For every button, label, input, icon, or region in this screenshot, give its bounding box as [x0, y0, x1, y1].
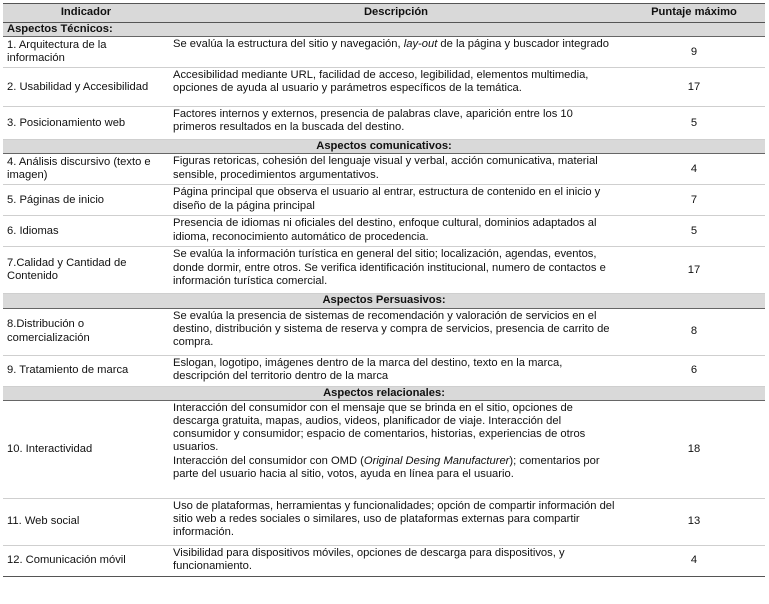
row-score: 13 [623, 498, 765, 545]
row-score: 5 [623, 107, 765, 140]
section-title-persuasivos: Aspectos Persuasivos: [3, 294, 765, 308]
section-row [3, 386, 765, 400]
row-score: 4 [623, 545, 765, 576]
row-description: Se evalúa la información turística en general del sitio; localización, agendas, eventos, donde dormir, entre otros. Se verifica identificación institucional, numero de contactos e información turística comercial. [169, 247, 623, 294]
section-title-comunicativos: Aspectos comunicativos: [3, 140, 765, 154]
row-description: Página principal que observa el usuario al entrar, estructura de contenido en el inicio y diseño de la página principal [169, 185, 623, 216]
row-score: 17 [623, 68, 765, 107]
row-indicator: 8.Distribución o comercialización [3, 308, 169, 355]
row-indicator: 6. Idiomas [3, 216, 169, 247]
table-row [3, 37, 765, 68]
header-score: Puntaje máximo [623, 4, 765, 23]
row-indicator: 9. Tratamiento de marca [3, 355, 169, 386]
row-description: Se evalúa la presencia de sistemas de recomendación y valoración de servicios en el destino, distribución y sistema de reserva y compra de servicios, presencia de carrito de compra. [169, 308, 623, 355]
section-title-tecnicos: Aspectos Técnicos: [3, 23, 765, 37]
row-indicator: 7.Calidad y Cantidad de Contenido [3, 247, 169, 294]
row-description: Uso de plataformas, herramientas y funcionalidades; opción de compartir información del sitio web a redes sociales o similares, uso de plataformas externas para compartir información. [169, 498, 623, 545]
table-row [3, 355, 765, 386]
table-row [3, 107, 765, 140]
row-indicator: 3. Posicionamiento web [3, 107, 169, 140]
row-indicator: 12. Comunicación móvil [3, 545, 169, 576]
section-row [3, 23, 765, 37]
table-row [3, 545, 765, 576]
table-row [3, 154, 765, 185]
row-score: 9 [623, 37, 765, 68]
row-description: Presencia de idiomas ni oficiales del destino, enfoque cultural, dominios adaptados al idioma, reconocimiento automático de procedencia. [169, 216, 623, 247]
row-description: Factores internos y externos, presencia de palabras clave, aparición entre los 10 primeros resultados en la buscada del destino. [169, 107, 623, 140]
row-description: Figuras retoricas, cohesión del lenguaje visual y verbal, acción comunicativa, material sensible, procedimientos argumentativos. [169, 154, 623, 185]
header-indicator: Indicador [3, 4, 169, 23]
row-indicator: 11. Web social [3, 498, 169, 545]
table-row [3, 68, 765, 107]
section-title-relacionales: Aspectos relacionales: [3, 386, 765, 400]
row-score: 4 [623, 154, 765, 185]
header-description: Descripción [169, 4, 623, 23]
indicators-table [3, 3, 765, 577]
section-row [3, 294, 765, 308]
row-score: 17 [623, 247, 765, 294]
table-row [3, 308, 765, 355]
row-description: Interacción del consumidor con el mensaje que se brinda en el sitio, opciones de descarga gratuita, mapas, audios, videos, planificador de viaje. Interacción del consumidor y consumidor; espacio de comentarios, historias, experiencias de otros usuarios. Interacción del consumidor con OMD (Original Desing Manufacturer); comentarios por parte del usuario hacia al sitio, votos, ayuda en línea para el usuario. [169, 400, 623, 498]
row-description: Accesibilidad mediante URL, facilidad de acceso, legibilidad, elementos multimedia, opciones de ayuda al usuario y parámetros específicos de la temática. [169, 68, 623, 107]
row-score: 7 [623, 185, 765, 216]
row-indicator: 4. Análisis discursivo (texto e imagen) [3, 154, 169, 185]
row-description: Visibilidad para dispositivos móviles, opciones de descarga para dispositivos, y funcionamiento. [169, 545, 623, 576]
row-indicator: 2. Usabilidad y Accesibilidad [3, 68, 169, 107]
table-row [3, 498, 765, 545]
row-description: Eslogan, logotipo, imágenes dentro de la marca del destino, texto en la marca, descripción del territorio dentro de la marca [169, 355, 623, 386]
row-score: 8 [623, 308, 765, 355]
table-row [3, 216, 765, 247]
table-row [3, 185, 765, 216]
header-row [3, 4, 765, 23]
row-indicator: 5. Páginas de inicio [3, 185, 169, 216]
row-indicator: 10. Interactividad [3, 400, 169, 498]
table-row [3, 400, 765, 498]
row-indicator: 1. Arquitectura de la información [3, 37, 169, 68]
row-score: 18 [623, 400, 765, 498]
row-score: 5 [623, 216, 765, 247]
row-score: 6 [623, 355, 765, 386]
table-row [3, 247, 765, 294]
section-row [3, 140, 765, 154]
row-description: Se evalúa la estructura del sitio y navegación, lay-out de la página y buscador integrado [169, 37, 623, 68]
